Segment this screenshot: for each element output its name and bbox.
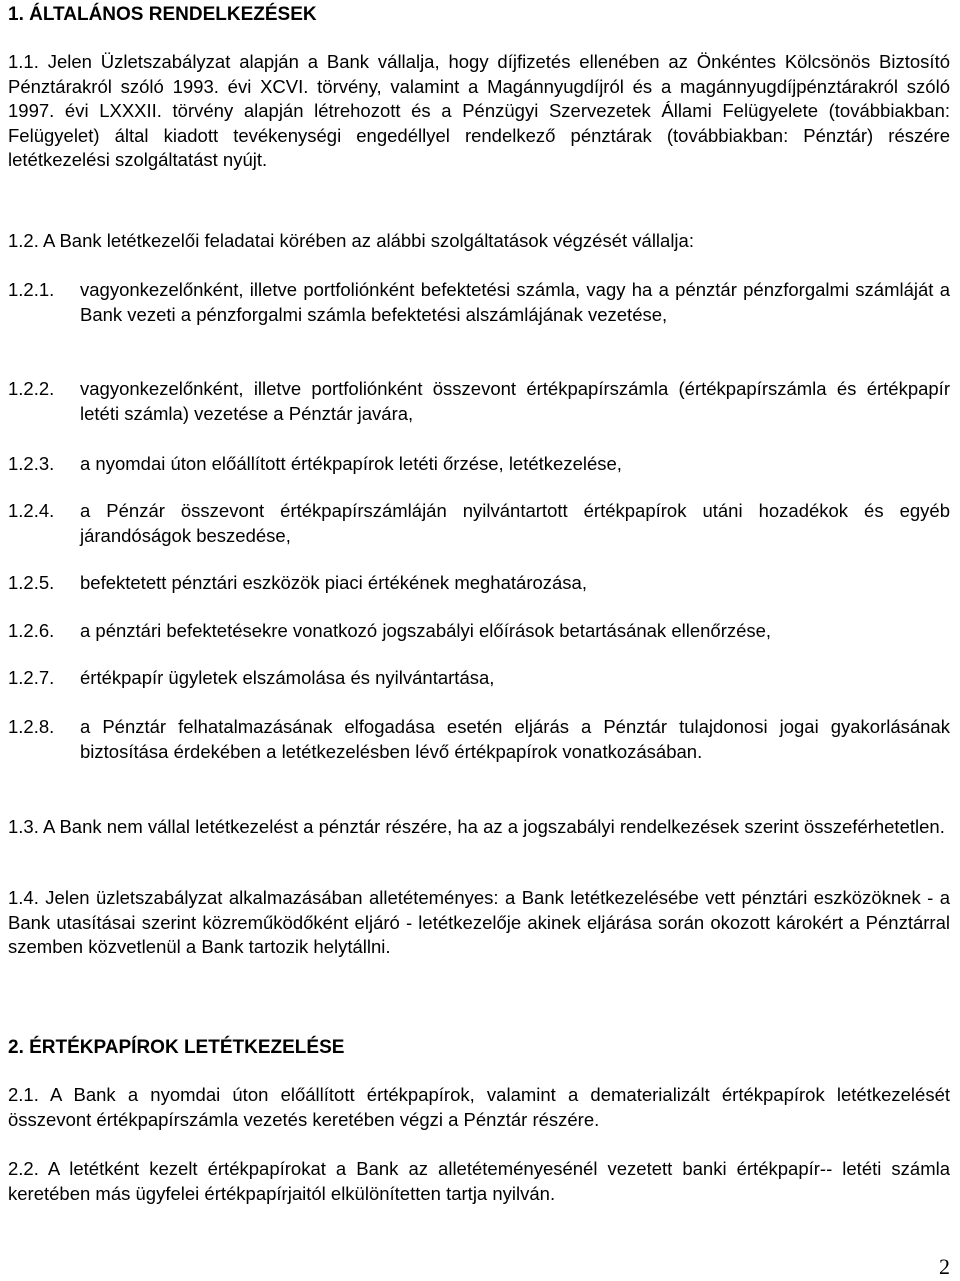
paragraph-number: 2.1.	[8, 1084, 39, 1105]
list-item-text: a Pénztár felhatalmazásának elfogadása esetén eljárás a Pénztár tulajdonosi jogai gyakorlásának biztosítása érdekében a letétkezelésben lévő értékpapírok vonatkozásában.	[80, 716, 950, 762]
paragraph-number: 1.1.	[8, 51, 39, 72]
list-item-number: 1.2.8.	[8, 716, 55, 737]
section-1-heading: 1. ÁLTALÁNOS RENDELKEZÉSEK	[8, 4, 317, 25]
list-item-text: befektetett pénztári eszközök piaci értékének meghatározása,	[80, 572, 587, 593]
list-item-text: a pénztári befektetésekre vonatkozó jogszabályi előírások betartásának ellenőrzése,	[80, 620, 772, 641]
list-item-number: 1.2.1.	[8, 279, 55, 300]
list-item-text: a Pénzár összevont értékpapírszámláján nyilvántartott értékpapírok utáni hozadékok és egyéb járandóságok beszedése,	[80, 500, 950, 546]
list-item-1-2-7	[8, 666, 950, 691]
list-item-text: értékpapír ügyletek elszámolása és nyilvántartása,	[80, 667, 495, 688]
paragraph-1-1	[8, 50, 950, 173]
paragraph-1-2	[8, 229, 950, 254]
list-item-1-2-3	[8, 452, 950, 477]
paragraph-number: 1.2.	[8, 230, 39, 251]
list-item-number: 1.2.2.	[8, 378, 55, 399]
list-item-text: vagyonkezelőnként, illetve portfoliónként összevont értékpapírszámla (értékpapírszámla és értékpapír letéti számla) vezetése a Pénztár javára,	[80, 378, 950, 424]
list-item-1-2-5	[8, 571, 950, 596]
paragraph-text: A Bank nem vállal letétkezelést a pénztár részére, ha az a jogszabályi rendelkezések szerint összeférhetetlen.	[42, 816, 945, 837]
paragraph-number: 1.3.	[8, 816, 39, 837]
list-item-text: a nyomdai úton előállított értékpapírok letéti őrzése, letétkezelése,	[80, 453, 622, 474]
list-item-1-2-8	[8, 715, 950, 764]
list-item-number: 1.2.6.	[8, 620, 55, 641]
paragraph-2-2	[8, 1157, 950, 1206]
list-item-1-2-2	[8, 377, 950, 426]
list-item-text: vagyonkezelőnként, illetve portfoliónként befektetési számla, vagy ha a pénztár pénzforgalmi számláját a Bank vezeti a pénzforgalmi számla befektetési alszámlájának vezetése,	[80, 279, 950, 325]
paragraph-text: A Bank letétkezelői feladatai körében az alábbi szolgáltatások végzését vállalja:	[42, 230, 694, 251]
list-item-number: 1.2.3.	[8, 453, 55, 474]
paragraph-1-3	[8, 815, 950, 840]
list-item-number: 1.2.7.	[8, 667, 55, 688]
paragraph-text: Jelen Üzletszabályzat alapján a Bank vállalja, hogy díjfizetés ellenében az Önkéntes Kölcsönös Biztosító Pénztárakról szóló 1993. évi XCVI. törvény, valamint a Magánnyugdíjról és a magánnyugdíjpénztárakról szóló 1997. évi LXXXII. törvény alapján létrehozott és a Pénzügyi Szervezetek Állami Felügyelete (továbbiakban: Felügyelet) által kiadott tevékenységi engedéllyel rendelkező pénztárak (továbbiakban: Pénztár) részére letétkezelési szolgáltatást nyújt.	[8, 51, 950, 170]
page-number: 2	[939, 1254, 950, 1279]
paragraph-text: A letétként kezelt értékpapírokat a Bank az alletéteményesénél vezetett banki értékpapír-- letéti számla keretében más ügyfelei értékpapírjaitól elkülönítetten tartja nyilván.	[8, 1158, 950, 1204]
paragraph-2-1	[8, 1083, 950, 1132]
list-item-number: 1.2.5.	[8, 572, 55, 593]
list-item-1-2-6	[8, 619, 950, 644]
list-item-1-2-4	[8, 499, 950, 548]
list-item-number: 1.2.4.	[8, 500, 55, 521]
paragraph-text: Jelen üzletszabályzat alkalmazásában alletéteményes: a Bank letétkezelésébe vett pénztári eszközöknek - a Bank utasításai szerint közreműködőként eljáró - letétkezelője akinek eljárása során okozott károkért a Pénztárral szemben közvetlenül a Bank tartozik helytállni.	[8, 887, 951, 957]
list-item-1-2-1	[8, 278, 950, 327]
section-2-heading: 2. ÉRTÉKPAPÍROK LETÉTKEZELÉSE	[8, 1037, 345, 1058]
paragraph-number: 2.2.	[8, 1158, 39, 1179]
paragraph-number: 1.4.	[8, 887, 39, 908]
paragraph-1-4	[8, 886, 950, 960]
paragraph-text: A Bank a nyomdai úton előállított értékpapírok, valamint a dematerializált értékpapírok letétkezelését összevont értékpapírszámla vezetés keretében végzi a Pénztár részére.	[8, 1084, 951, 1130]
